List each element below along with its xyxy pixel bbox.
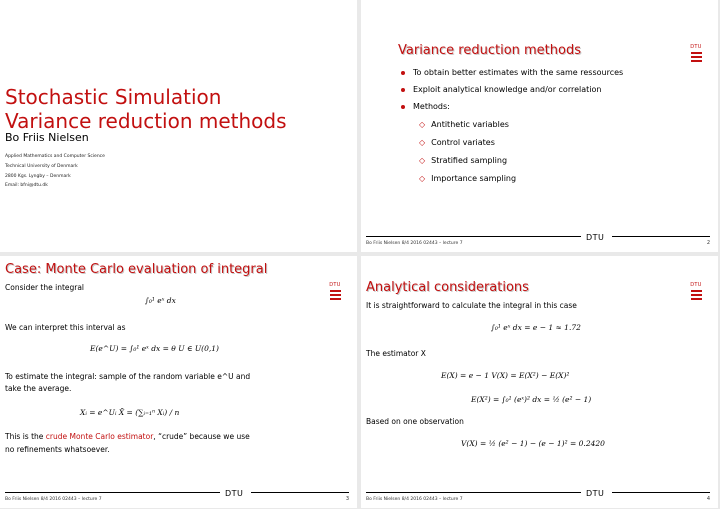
text-line: To estimate the integral: sample of the random variable e^U and bbox=[5, 372, 251, 381]
list-item: Methods: bbox=[401, 102, 450, 111]
footer-text: Bo Friis Nielsen 8/4 2016 02443 – lecture 7 bbox=[366, 497, 463, 502]
author-name: Bo Friis Nielsen bbox=[5, 131, 89, 144]
dtu-logo-icon: DTU bbox=[688, 282, 704, 304]
text-line: The estimator X bbox=[366, 349, 426, 358]
text-line: take the average. bbox=[5, 384, 72, 393]
slide-title bbox=[0, 0, 357, 252]
text-line: This is the crude Monte Carlo estimator, “crude” because we use bbox=[5, 432, 250, 441]
equation: V(X) = ½ (e² − 1) − (e − 1)² = 0.2420 bbox=[461, 439, 605, 448]
sub-list-item: ◇ Antithetic variables bbox=[419, 120, 509, 129]
slide-footer: DTU Bo Friis Nielsen 8/4 2016 02443 – lecture 7 3 bbox=[5, 489, 349, 502]
dtu-logo-icon: DTU bbox=[327, 282, 343, 304]
affiliation-line: 2800 Kgs. Lyngby – Denmark bbox=[5, 174, 71, 179]
text-line: It is straightforward to calculate the integral in this case bbox=[366, 301, 577, 310]
title-line-1: Stochastic Simulation bbox=[5, 85, 222, 109]
text-line: Based on one observation bbox=[366, 417, 464, 426]
text-line: We can interpret this interval as bbox=[5, 323, 126, 332]
slide-analytical bbox=[361, 256, 718, 508]
footer-text: Bo Friis Nielsen 8/4 2016 02443 – lecture 7 bbox=[366, 241, 463, 246]
list-item: Exploit analytical knowledge and/or correlation bbox=[401, 85, 601, 94]
slide-title: Analytical considerations bbox=[366, 280, 529, 295]
affiliation-line: Applied Mathematics and Computer Science bbox=[5, 154, 105, 159]
slide-title: Variance reduction methods bbox=[398, 43, 581, 58]
text-line: Consider the integral bbox=[5, 283, 85, 292]
slide-footer: DTU Bo Friis Nielsen 8/4 2016 02443 – lecture 7 2 bbox=[366, 233, 710, 246]
equation: E(e^U) = ∫₀¹ eˣ dx = θ U ∈ U(0,1) bbox=[90, 344, 219, 353]
presentation-title bbox=[5, 85, 287, 133]
email-line: Email: bfni@dtu.dk bbox=[5, 183, 48, 188]
sub-list-item: ◇ Stratified sampling bbox=[419, 156, 508, 165]
slide-monte-carlo bbox=[0, 256, 357, 508]
affiliation-line: Technical University of Denmark bbox=[5, 164, 78, 169]
page-number: 3 bbox=[345, 496, 349, 502]
sub-list-item: ◇ Importance sampling bbox=[419, 174, 517, 183]
text-line: no refinements whatsoever. bbox=[5, 445, 110, 454]
page-number: 4 bbox=[706, 496, 710, 502]
equation: Xᵢ = e^Uᵢ X̄ = (∑ᵢ₌₁ⁿ Xᵢ) / n bbox=[80, 408, 180, 417]
footer-text: Bo Friis Nielsen 8/4 2016 02443 – lecture 7 bbox=[5, 497, 102, 502]
sub-list-item: ◇ Control variates bbox=[419, 138, 495, 147]
slide-footer: DTU Bo Friis Nielsen 8/4 2016 02443 – lecture 7 4 bbox=[366, 489, 710, 502]
equation: E(X) = e − 1 V(X) = E(X²) − E(X)² bbox=[441, 371, 570, 380]
page-number: 2 bbox=[706, 240, 710, 246]
slide-title: Case: Monte Carlo evaluation of integral bbox=[5, 262, 268, 277]
equation: ∫₀¹ eˣ dx bbox=[145, 296, 176, 305]
list-item: To obtain better estimates with the same ressources bbox=[401, 68, 623, 77]
dtu-logo-icon: DTU bbox=[688, 44, 704, 66]
equation: E(X²) = ∫₀¹ (eˣ)² dx = ½ (e² − 1) bbox=[471, 395, 592, 404]
slide-variance-reduction bbox=[361, 0, 718, 252]
equation: ∫₀¹ eˣ dx = e − 1 ≈ 1.72 bbox=[491, 323, 581, 332]
title-line-2: Variance reduction methods bbox=[5, 109, 287, 133]
